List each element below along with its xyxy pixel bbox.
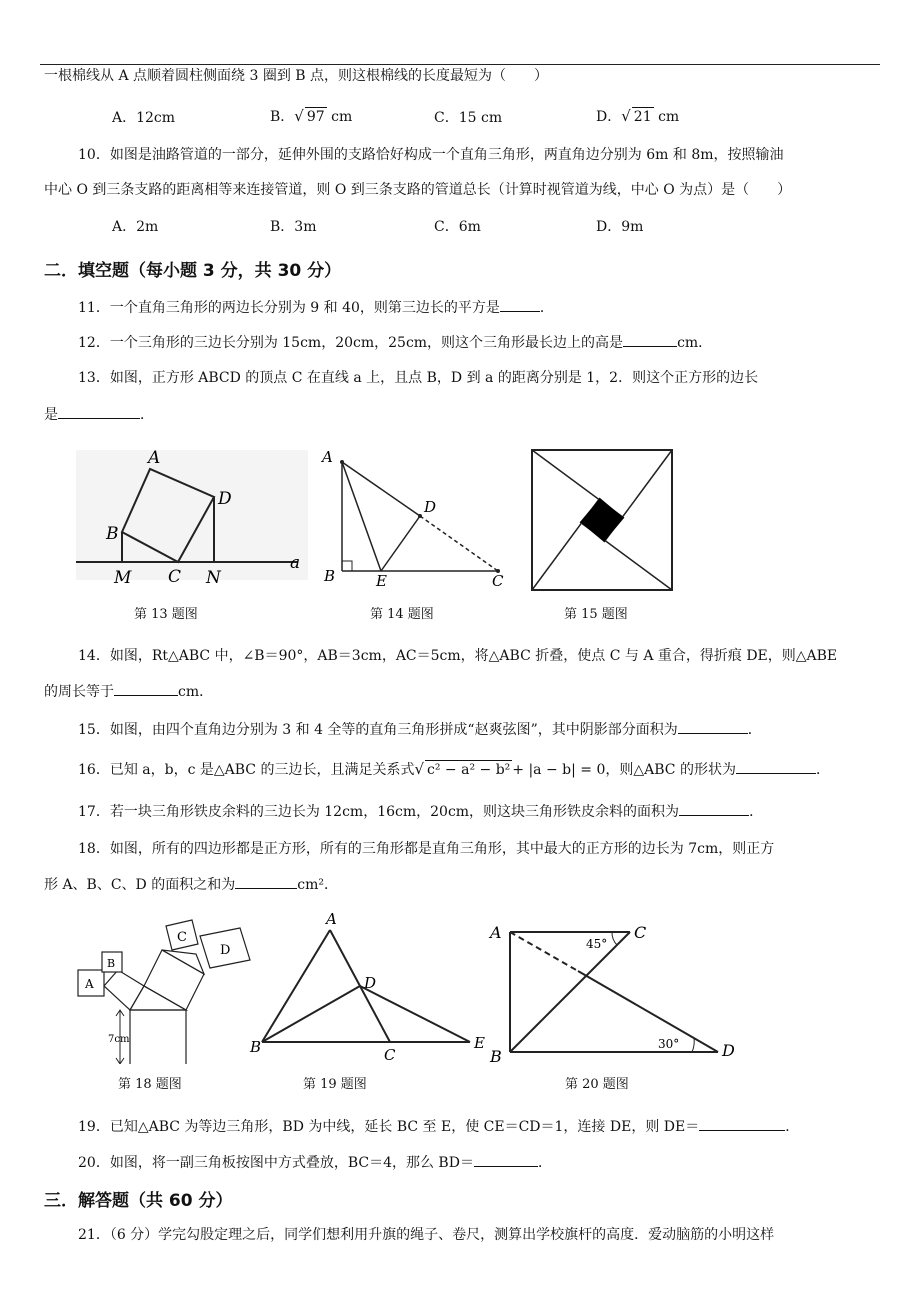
header-rule: [40, 64, 880, 65]
fig20-segment-ad: [578, 971, 718, 1052]
fig19-caption: 第 19 题图: [303, 1077, 367, 1092]
fig13-label-d: D: [218, 489, 232, 509]
fig20-arc-30: [692, 1038, 694, 1052]
q21: 21．（6 分）学完勾股定理之后，同学们想利用升旗的绳子、卷尺，测算出学校旗杆的高度．爱动脑筋的小明这样: [78, 1227, 775, 1243]
figure-19: [248, 908, 488, 1064]
fig19-median-bd: [262, 986, 360, 1042]
fig20-side-bc: [510, 932, 630, 1052]
fig13-caption: 第 13 题图: [134, 607, 198, 622]
fig14-segment-dc: [420, 516, 498, 571]
fig19-segment-de: [360, 986, 470, 1042]
fig20-angle-45: 45°: [586, 937, 608, 951]
q13-line1: 13．如图，正方形 ABCD 的顶点 C 在直线 a 上，且点 B，D 到 a 的距离分别是 1，2．则这个正方形的边长: [78, 370, 759, 386]
fig14-point-d: [418, 514, 422, 518]
q12: 12．一个三角形的三边长分别为 15cm，20cm，25cm，则这个三角形最长边上的高是 cm．: [78, 335, 713, 351]
fig14-right-angle: [342, 561, 352, 571]
q9-option-d: D．√ 21 cm: [596, 107, 680, 125]
q13-line2: 是 ．: [44, 407, 154, 423]
fig18-large-square: [130, 1010, 186, 1064]
q14-line1: 14．如图，Rt△ABC 中，∠B＝90°，AB＝3cm，AC＝5cm，将△ABC 折叠，使点 C 与 A 重合，得折痕 DE，则△ABE: [78, 648, 838, 664]
q14-line2: 的周长等于 cm．: [44, 684, 214, 700]
fig18-triangle-main: [130, 986, 186, 1010]
fig20-caption: 第 20 题图: [565, 1077, 629, 1092]
fig18-label-d: D: [220, 943, 231, 958]
q9-option-c: C．15 cm: [434, 110, 503, 126]
fig19-label-d: D: [364, 974, 377, 992]
fig13-label-b: B: [106, 524, 119, 544]
figure-15: [530, 448, 676, 594]
fig14-point-a: [340, 460, 344, 464]
q11-blank: [500, 298, 540, 312]
section-3-heading: 三．解答题（共 60 分）: [44, 1191, 233, 1211]
q15-blank: [678, 720, 748, 734]
q12-blank: [623, 333, 677, 347]
q18-line2: 形 A、B、C、D 的面积之和为 cm²．: [44, 877, 338, 893]
fig18-label-b: B: [107, 957, 116, 970]
fig14-label-a: A: [322, 448, 333, 466]
q17: 17．若一块三角形铁皮余料的三边长为 12cm，16cm，20cm，则这块三角形铁皮余料的面积为 ．: [78, 804, 764, 820]
fig14-label-e: E: [376, 572, 387, 590]
fig18-caption: 第 18 题图: [118, 1077, 182, 1092]
fig20-label-a: A: [490, 923, 502, 942]
fig20-label-c: C: [634, 923, 647, 942]
section-2-heading: 二．填空题（每小题 3 分，共 30 分）: [44, 261, 342, 281]
figure-13: [72, 446, 312, 586]
q9-option-a: A．12cm: [112, 110, 176, 126]
q20: 20．如图，将一副三角板按图中方式叠放，BC＝4，那么 BD＝ ．: [78, 1155, 552, 1171]
q10-option-b: B．3m: [270, 219, 317, 235]
q9-option-b: B．√ 97 cm: [270, 107, 353, 125]
fig14-label-c: C: [492, 572, 504, 590]
fig14-crease-de: [381, 516, 420, 571]
fig13-label-line-a: a: [290, 553, 301, 573]
fig13-label-c: C: [168, 567, 182, 586]
fig18-length: 7cm: [108, 1034, 130, 1045]
fig18-right-square: [144, 950, 204, 1010]
q10-option-a: A．2m: [112, 219, 159, 235]
fig15-caption: 第 15 题图: [564, 607, 628, 622]
fig20-arc-45: [612, 932, 617, 945]
q17-blank: [679, 802, 749, 816]
q20-blank: [474, 1153, 538, 1167]
fig18-label-c: C: [177, 930, 187, 945]
fig18-label-a: A: [85, 977, 94, 991]
fig20-label-b: B: [490, 1047, 502, 1064]
fig14-caption: 第 14 题图: [370, 607, 434, 622]
fig19-label-a: A: [326, 910, 337, 928]
fig13-label-n: N: [206, 568, 221, 586]
fig14-label-d: D: [424, 498, 437, 516]
q18-line1: 18．如图，所有的四边形都是正方形，所有的三角形都是直角三角形，其中最大的正方形的边长为 7cm，则正方: [78, 841, 775, 857]
q19: 19．已知△ABC 为等边三角形，BD 为中线，延长 BC 至 E，使 CE＝CD＝1，连接 DE，则 DE＝ ．: [78, 1119, 800, 1135]
q13-blank: [58, 405, 140, 419]
fig14-segment-ae: [342, 462, 381, 571]
fig19-label-e: E: [474, 1034, 485, 1052]
q18-blank: [235, 875, 297, 889]
fig19-side-ab: [262, 930, 330, 1042]
figure-14: [316, 446, 516, 592]
fig13-label-a: A: [148, 448, 161, 468]
fig14-label-b: B: [324, 567, 336, 585]
fig14-segment-ad: [342, 462, 420, 516]
q16: 16．已知 a，b，c 是△ABC 的三边长，且满足关系式√ c² − a² − b² + |a − b| = 0，则△ABC 的形状为 ．: [78, 760, 830, 778]
q10-option-c: C．6m: [434, 219, 481, 235]
q10-option-d: D．9m: [596, 219, 644, 235]
fig18-triangle-top: [162, 950, 204, 974]
q10-line2: 中心 O 到三条支路的距离相等来连接管道，则 O 到三条支路的管道总长（计算时视管道为线，中心 O 为点）是（ ）: [44, 182, 792, 198]
q16-blank: [736, 760, 816, 774]
fig20-label-d: D: [722, 1041, 735, 1060]
figure-18: [74, 912, 270, 1064]
fig13-background: [76, 450, 308, 580]
fig19-label-c: C: [384, 1046, 396, 1064]
fig20-segment-hidden: [510, 932, 578, 971]
figure-20: [486, 916, 746, 1064]
q10-line1: 10．如图是油路管道的一部分，延伸外围的支路恰好构成一个直角三角形，两直角边分别为 6m 和 8m，按照输油: [78, 147, 784, 163]
fig13-label-m: M: [114, 568, 132, 586]
fig20-angle-30: 30°: [658, 1037, 680, 1051]
fig19-label-b: B: [250, 1038, 262, 1056]
q15: 15．如图，由四个直角边分别为 3 和 4 全等的直角三角形拼成“赵爽弦图”，其中阴影部分面积为 ．: [78, 722, 762, 738]
q19-blank: [699, 1117, 785, 1131]
q14-blank: [114, 682, 178, 696]
fig18-left-square: [104, 970, 144, 1010]
q11: 11．一个直角三角形的两边长分别为 9 和 40，则第三边长的平方是 ．: [78, 300, 554, 316]
q9-text: 一根棉线从 A 点顺着圆柱侧面绕 3 圈到 B 点，则这根棉线的长度最短为（ ）: [44, 68, 549, 84]
